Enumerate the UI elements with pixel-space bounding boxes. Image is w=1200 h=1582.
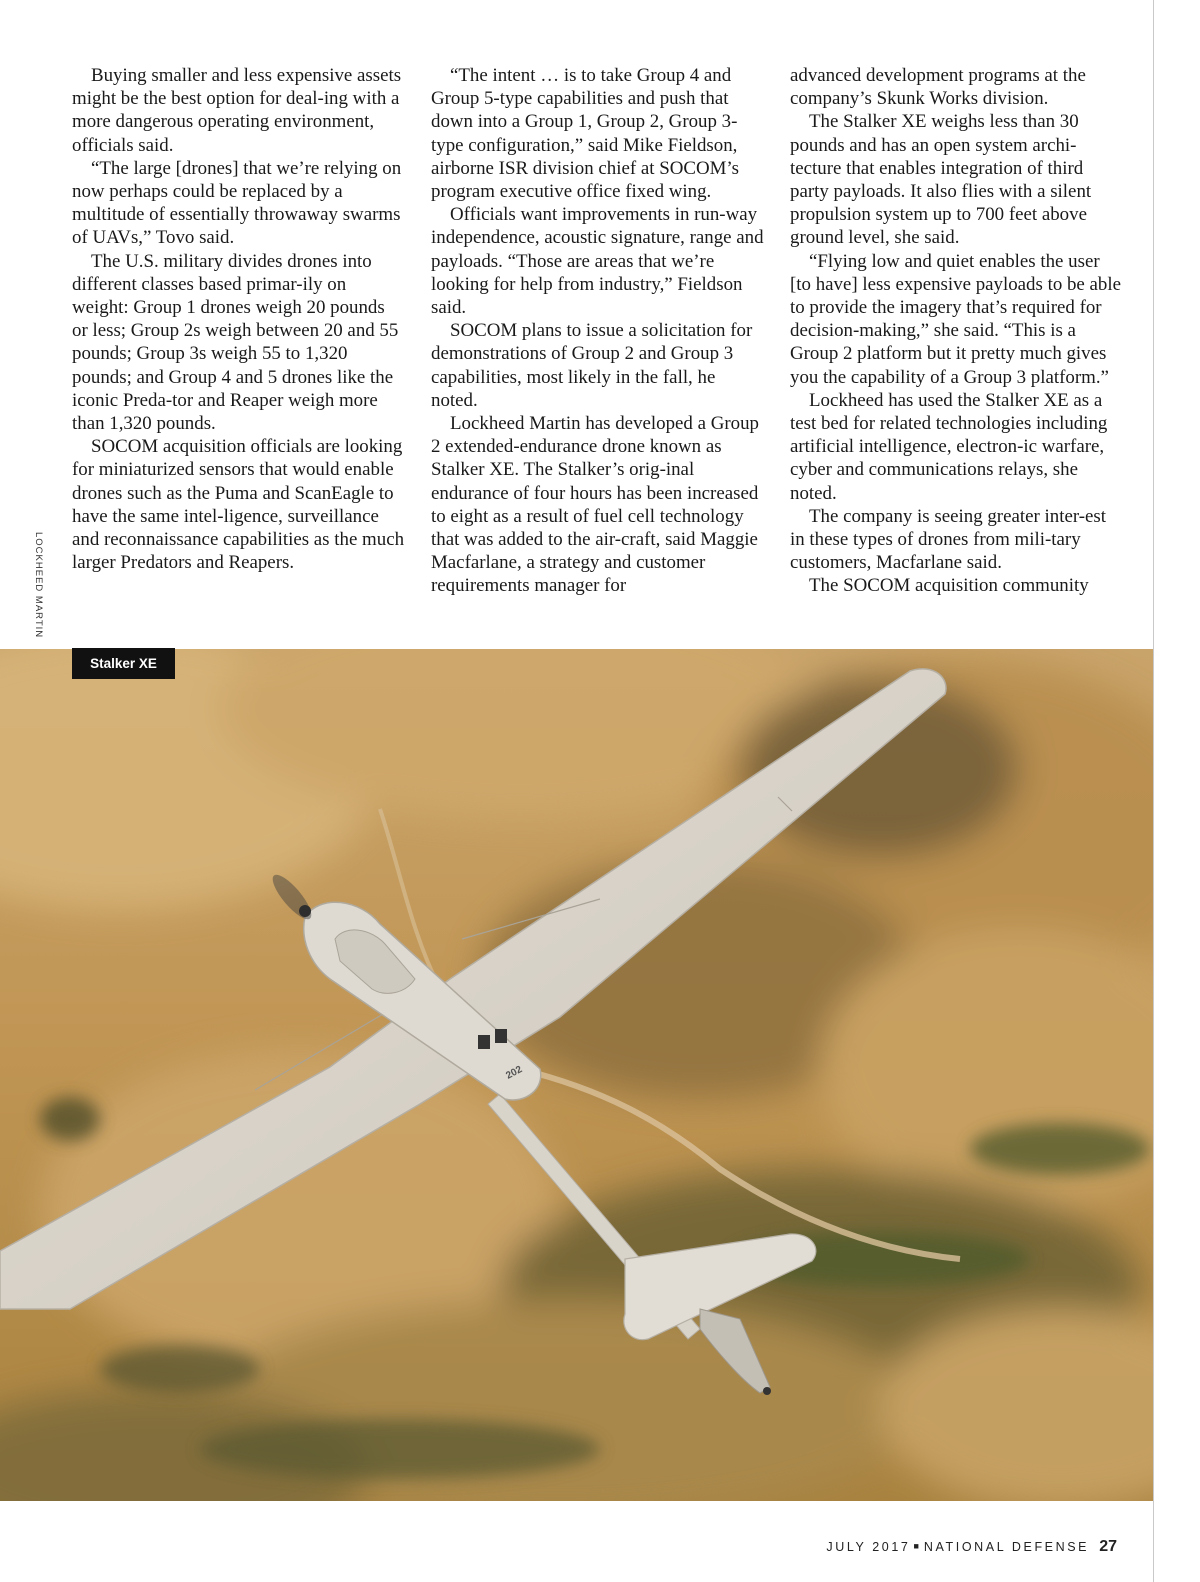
- paragraph: The company is seeing greater inter-est in these types of drones from mili-tary customers, Macfarlane said.: [790, 505, 1107, 574]
- paragraph: “Flying low and quiet enables the user [to have] less expensive payloads to be able to provide the imagery that’s required for decision-making,” she said. “This is a Group 2 platform but it pretty much gives you the capability of a Group 3 platform.”: [790, 250, 1122, 388]
- footer-bullet: ■: [913, 1541, 919, 1551]
- photo-caption: Stalker XE: [72, 648, 175, 679]
- text-column-1: [72, 64, 405, 574]
- paragraph: Buying smaller and less expensive assets might be the best option for deal-ing with a more dangerous operating environment, officials said.: [72, 65, 402, 156]
- paragraph: advanced development programs at the company’s Skunk Works division.: [790, 65, 1086, 110]
- paragraph: “The intent … is to take Group 4 and Group 5-type capabilities and push that down into a Group 1, Group 2, Group 3-type configuration,” said Mike Fieldson, airborne ISR division chief at SOCOM’s program executive office fixed wing.: [431, 65, 739, 203]
- paragraph: The SOCOM acquisition community: [809, 575, 1089, 597]
- paragraph: SOCOM plans to issue a solicitation for demonstrations of Group 2 and Group 3 capabilities, most likely in the fall, he noted.: [431, 320, 753, 411]
- footer-publication: NATIONAL DEFENSE: [923, 1540, 1090, 1554]
- paragraph: The Stalker XE weighs less than 30 pounds and has an open system archi-tecture that enables integration of third party payloads. It also flies with a silent propulsion system up to 700 feet above ground level, she said.: [790, 111, 1092, 249]
- page-number: 27: [1099, 1538, 1117, 1555]
- paragraph: Lockheed has used the Stalker XE as a test bed for related technologies including artificial intelligence, electron-ic warfare, cyber and communications relays, she noted.: [790, 389, 1108, 504]
- paragraph: The U.S. military divides drones into different classes based primar-ily on weight: Group 1 drones weigh 20 pounds or less; Group 2s weigh between 20 and 55 pounds; Group 3s weigh 55 to 1,320 pounds; and Group 4 and 5 drones like the iconic Preda-tor and Reaper weigh more than 1,320 pounds.: [72, 250, 399, 435]
- text-column-2: [431, 64, 764, 598]
- drone-photo: [0, 649, 1153, 1501]
- page-footer: [826, 1538, 1117, 1556]
- paragraph: Officials want improvements in run-way independence, acoustic signature, range and payloads. “Those are areas that we’re looking for help from industry,” Fieldson said.: [431, 204, 764, 319]
- tail-number: 202: [504, 1064, 525, 1082]
- drone-photo-illustration: [0, 649, 1153, 1501]
- text-column-3: [790, 64, 1123, 598]
- paragraph: SOCOM acquisition officials are looking for miniaturized sensors that would enable drones such as the Puma and ScanEagle to have the same intel-ligence, surveillance and reconnaissance capabilities as the much larger Predators and Reapers.: [72, 436, 405, 574]
- footer-issue: JULY 2017: [826, 1540, 911, 1554]
- paragraph: Lockheed Martin has developed a Group 2 extended-endurance drone known as Stalker XE. The Stalker’s orig-inal endurance of four hours has been increased to eight as a result of fuel cell technology that was added to the air-craft, said Maggie Macfarlane, a strategy and customer requirements manager for: [431, 413, 759, 597]
- paragraph: “The large [drones] that we’re relying on now perhaps could be replaced by a multitude of essentially throwaway swarms of UAVs,” Tovo said.: [72, 157, 402, 249]
- page-edge-rule: [1153, 0, 1154, 1582]
- photo-credit: LOCKHEED MARTIN: [33, 532, 44, 639]
